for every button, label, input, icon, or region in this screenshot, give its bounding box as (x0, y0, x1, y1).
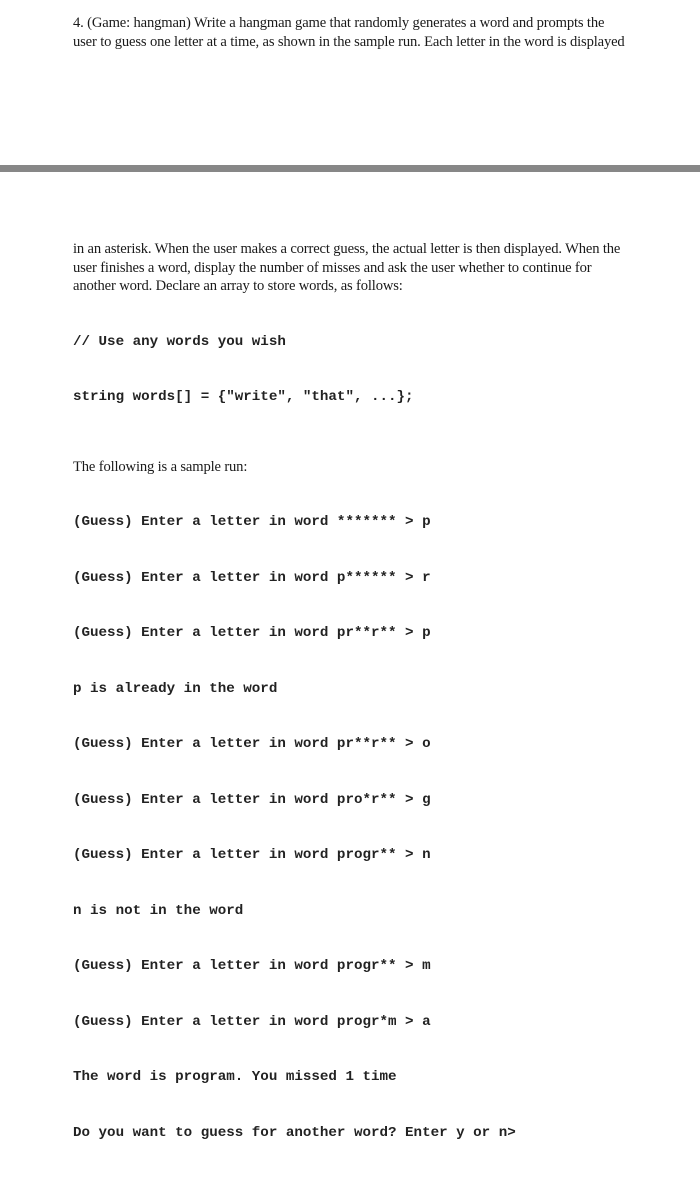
sample-run-line: n is not in the word (73, 902, 244, 919)
sample-run-line: (Guess) Enter a letter in word progr** > m (73, 958, 431, 974)
sample-run-line: (Guess) Enter a letter in word pr**r** > p (73, 625, 431, 641)
exercise-title-line: 4. (Game: hangman) Write a hangman game that randomly generates a word and prompts the (73, 15, 605, 31)
sample-run-output (73, 476, 693, 1179)
sample-run-line: (Guess) Enter a letter in word progr*m > a (73, 1013, 431, 1030)
exercise-text-line: another word. Declare an array to store words, as follows: (73, 278, 403, 294)
sample-run-line: Do you want to guess for another word? Enter y or n> (73, 1124, 516, 1141)
code-line: // Use any words you wish (73, 333, 286, 350)
exercise-text-line: in an asterisk. When the user makes a correct guess, the actual letter is then displayed. When the (73, 241, 621, 257)
page-divider (0, 165, 700, 172)
sample-run-line: The word is program. You missed 1 time (73, 1069, 397, 1085)
sample-run-line: (Guess) Enter a letter in word pro*r** > g (73, 791, 431, 808)
sample-run-intro: The following is a sample run: (73, 458, 248, 475)
sample-run-line: (Guess) Enter a letter in word ******* > p (73, 514, 431, 530)
exercise-statement-top (73, 14, 693, 51)
exercise-text-line: user to guess one letter at a time, as shown in the sample run. Each letter in the word is displayed (73, 33, 625, 50)
exercise-text-line: user finishes a word, display the number of misses and ask the user whether to continue for (73, 259, 592, 276)
exercise-statement-continued (73, 240, 693, 1179)
code-snippet (73, 296, 693, 444)
sample-run-line: (Guess) Enter a letter in word pr**r** > o (73, 736, 431, 752)
sample-run-line: (Guess) Enter a letter in word p****** > r (73, 569, 431, 586)
code-line: string words[] = {"write", "that", ...}; (73, 389, 414, 405)
sample-run-line: (Guess) Enter a letter in word progr** > n (73, 847, 431, 863)
sample-run-line: p is already in the word (73, 680, 278, 697)
